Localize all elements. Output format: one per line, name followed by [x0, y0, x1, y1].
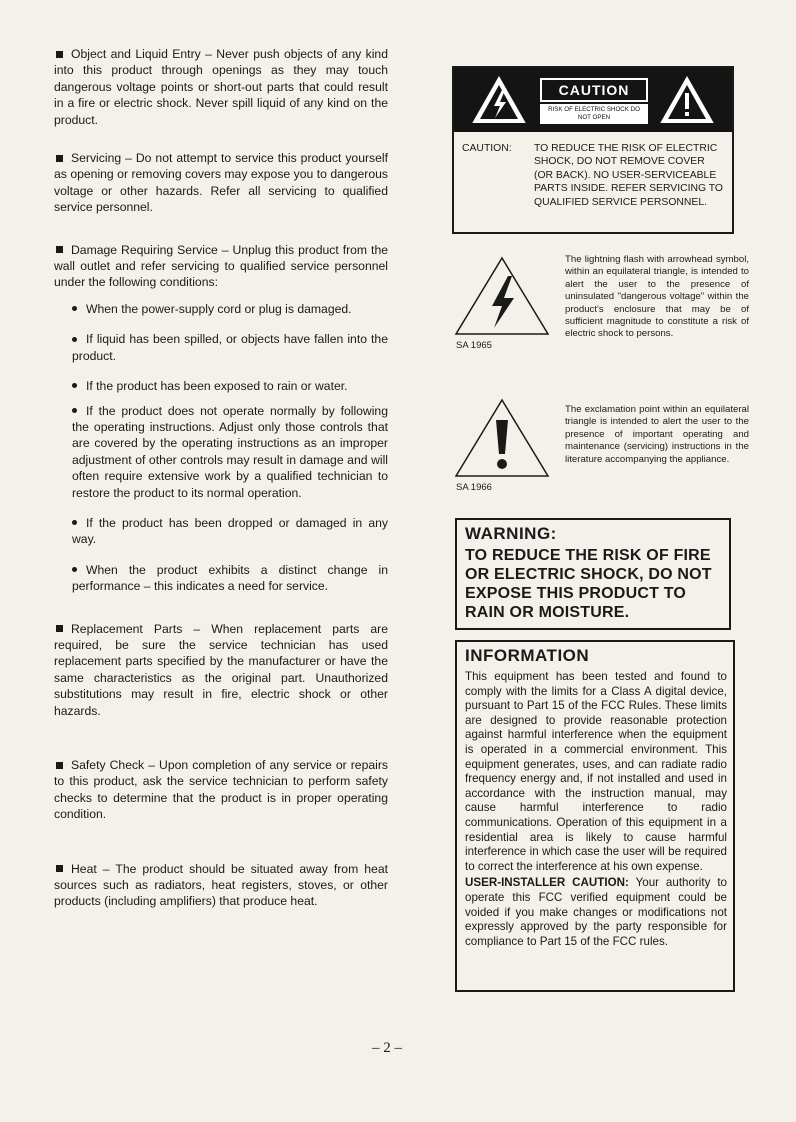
damage-condition-item: When the product exhibits a distinct change in performance – this indicates a need for service. — [72, 562, 388, 594]
replacement-parts-paragraph: Replacement Parts – When replacement parts are required, be sure the service technician has used replacement parts specified by the manufacturer or have the same characteristics as the original part. Unauthorized substitutions may result in fire, electric shock or other hazards. — [54, 621, 388, 718]
square-bullet-icon — [56, 865, 63, 872]
damage-service-paragraph: Damage Requiring Service – Unplug this product from the wall outlet and refer servicing to qualified service personnel under the following conditions: — [54, 242, 388, 290]
square-bullet-icon — [56, 155, 63, 162]
square-bullet-icon — [56, 51, 63, 58]
information-body: This equipment has been tested and found to comply with the limits for a Class A digital device, pursuant to Part 15 of the FCC Rules. These limits are designed to provide reasonable protection against harmful interference when the equipment is operated in a commercial environment. This equipment generates, uses, and can radiate radio frequency energy and, if not installed and used in accordance with the instruction manual, may cause harmful interference to radio communications. Operation of this equipment in a residential area is likely to cause harmful interference in which case the user will be required to correct the interference at his own expense. — [465, 670, 727, 873]
square-bullet-icon — [56, 762, 63, 769]
caution-panel — [452, 66, 734, 234]
caution-statement — [462, 142, 724, 209]
caution-symbols-column — [452, 66, 749, 526]
page-number: – 2 – — [372, 1040, 402, 1056]
caution-badge — [540, 78, 648, 124]
round-bullet-icon — [72, 408, 77, 413]
damage-condition-item: If liquid has been spilled, or objects have fallen into the product. — [72, 332, 388, 363]
exclamation-triangle-icon — [660, 76, 714, 124]
round-bullet-icon — [72, 520, 77, 525]
user-installer-caution — [465, 876, 727, 949]
servicing-paragraph: Servicing – Do not attempt to service this product yourself as opening or removing covers may expose you to dangerous voltage or other hazards. Refer all servicing to qualified service personnel. — [54, 151, 388, 215]
fcc-information-box — [455, 640, 735, 992]
damage-condition-item: If the product does not operate normally by following the operating instructions. Adjust only those controls that are covered by the operating instructions as an improper adjustment of other controls may result in damage and will often require extensive work by a qualified technician to restore the product to its normal operation. — [72, 403, 388, 500]
warning-box — [455, 518, 731, 630]
exclamation-symbol-description: The exclamation point within an equilateral triangle is intended to alert the user to the presence of important operating and maintenance (servicing) instructions in the literature accompanying the appliance. — [565, 404, 749, 465]
user-installer-title: USER-INSTALLER CAUTION: — [465, 876, 629, 890]
lightning-symbol-description: The lightning flash with arrowhead symbol, within an equilateral triangle, is intended to alert the user to the presence of uninsulated "dangerous voltage" within the product's enclosure that may be of sufficient magnitude to constitute a risk of electric shock to persons. — [565, 254, 749, 340]
warning-title: WARNING: — [465, 524, 557, 543]
sa-1965-label: SA 1965 — [456, 340, 492, 351]
exclamation-point-triangle-icon — [452, 396, 552, 480]
warning-body: TO REDUCE THE RISK OF FIRE OR ELECTRIC SHOCK, DO NOT EXPOSE THIS PRODUCT TO RAIN OR MOISTURE. — [465, 547, 712, 621]
heat-paragraph: Heat – The product should be situated away from heat sources such as radiators, heat registers, stoves, or other products (including amplifiers) that produce heat. — [54, 861, 388, 909]
sa-1966-label: SA 1966 — [456, 482, 492, 493]
caution-header-bar — [454, 68, 732, 132]
square-bullet-icon — [56, 246, 63, 253]
caution-badge-title: CAUTION — [540, 78, 648, 102]
caution-body: TO REDUCE THE RISK OF ELECTRIC SHOCK, DO NOT REMOVE COVER (OR BACK). NO USER-SERVICEABLE PARTS INSIDE. REFER SERVICING TO QUALIFIED SERVICE PERSONNEL. — [534, 143, 723, 208]
safety-check-paragraph: Safety Check – Upon completion of any service or repairs to this product, ask the service technician to perform safety checks to determine that the product is in proper operating condition. — [54, 758, 388, 822]
round-bullet-icon — [72, 337, 77, 342]
caution-label: CAUTION: — [462, 143, 512, 154]
object-liquid-entry-paragraph: Object and Liquid Entry – Never push objects of any kind into this product through openings as they may touch dangerous voltage points or short-out parts that could result in a fire or electric shock. Never spill liquid of any kind on the product. — [54, 47, 388, 127]
safety-instructions-column — [54, 46, 388, 932]
damage-condition-item: When the power-supply cord or plug is damaged. — [72, 301, 388, 317]
damage-condition-item: If the product has been exposed to rain or water. — [72, 378, 388, 394]
square-bullet-icon — [56, 625, 63, 632]
caution-badge-subtitle: RISK OF ELECTRIC SHOCK DO NOT OPEN — [540, 104, 648, 124]
lightning-triangle-icon — [472, 76, 526, 124]
round-bullet-icon — [72, 567, 77, 572]
round-bullet-icon — [72, 306, 77, 311]
exclamation-symbol-row — [452, 396, 749, 526]
lightning-symbol-row — [452, 254, 749, 384]
damage-condition-item: If the product has been dropped or damaged in any way. — [72, 515, 388, 547]
lightning-symbol-figure — [452, 254, 552, 351]
information-title: INFORMATION — [465, 646, 590, 665]
exclamation-symbol-figure — [452, 396, 552, 493]
lightning-flash-triangle-icon — [452, 254, 552, 338]
round-bullet-icon — [72, 383, 77, 388]
user-installer-text: Your authority to operate this FCC verified equipment could be voided if you make changes or modifications not expressly approved by the party responsible for compliance to Part 15 of the FCC rules. — [465, 876, 727, 948]
